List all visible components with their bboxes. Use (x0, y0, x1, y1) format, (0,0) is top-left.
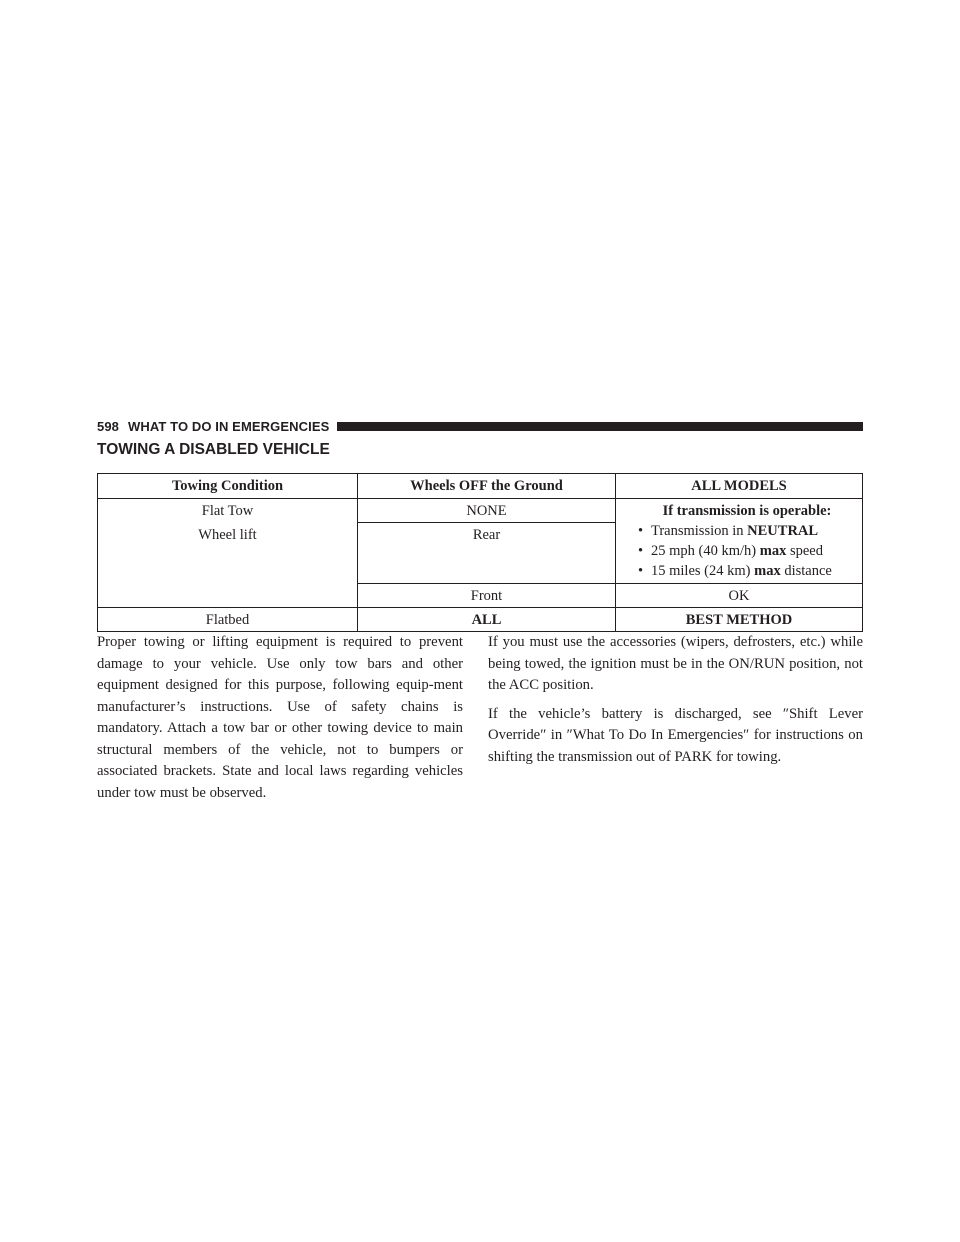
list-item (638, 521, 856, 541)
bullet-icon: • (638, 563, 644, 579)
page-header (97, 416, 863, 436)
cell-condition-flat-tow: Flat Tow (98, 499, 358, 523)
bullet-icon: • (638, 523, 644, 539)
table-row (98, 584, 863, 608)
battery-paragraph: If the vehicle’s battery is discharged, see ″Shift Lever Override″ in ″What To Do In Emergencies″ for instructions on shifting the transmission out of PARK for towing. (488, 705, 863, 765)
towing-equipment-paragraph: Proper towing or lifting equipment is required to prevent damage to your vehicle. Use only tow bars and other equipment designed for this purpose, following equip-ment manufacturer’s instructions. Use of safety chains is mandatory. Attach a tow bar or other towing device to main structural members of the vehicle, not to bumpers or associated brackets. State and local laws regarding vehicles under tow must be observed. (97, 634, 463, 801)
cell-result-best-method: BEST METHOD (616, 608, 863, 632)
cell-operable-conditions (616, 499, 863, 584)
body-left-column (97, 632, 463, 804)
cell-wheels-rear: Rear (358, 523, 616, 584)
table-row (98, 499, 863, 523)
cell-result-ok: OK (616, 584, 863, 608)
column-header-all-models: ALL MODELS (616, 474, 863, 499)
column-header-towing-condition: Towing Condition (98, 474, 358, 499)
bullet-text: Transmission in (651, 523, 748, 539)
bullet-text: 15 miles (24 km) (651, 563, 755, 579)
bullet-text: distance (780, 563, 832, 579)
accessories-paragraph: If you must use the accessories (wipers, defrosters, etc.) while being towed, the ignition must be in the ON/RUN position, not the ACC position. (488, 634, 863, 693)
column-header-wheels-off: Wheels OFF the Ground (358, 474, 616, 499)
towing-table (97, 473, 863, 632)
section-title: TOWING A DISABLED VEHICLE (97, 441, 330, 458)
bullet-emphasis: max (754, 563, 781, 579)
bullet-icon: • (638, 543, 644, 559)
header-rule (337, 422, 863, 431)
list-item (638, 541, 856, 561)
page-number: 598 (97, 418, 119, 434)
cell-condition-flatbed: Flatbed (98, 608, 358, 632)
cell-condition-wheel-lift: Wheel lift (98, 523, 358, 584)
bullet-text: speed (786, 543, 823, 559)
bullet-text: 25 mph (40 km/h) (651, 543, 760, 559)
bullet-emphasis: max (759, 543, 787, 559)
operable-heading: If transmission is operable: (662, 503, 832, 519)
operable-bullet-list (638, 521, 856, 581)
bullet-emphasis: NEUTRAL (747, 523, 819, 539)
table-header-row (98, 474, 863, 499)
cell-wheels-none: NONE (358, 499, 616, 523)
cell-wheels-all: ALL (358, 608, 616, 632)
table-row (98, 608, 863, 632)
cell-condition-blank (98, 584, 358, 608)
cell-wheels-front: Front (358, 584, 616, 608)
list-item (638, 561, 856, 581)
body-right-column (488, 632, 863, 775)
running-head: WHAT TO DO IN EMERGENCIES (128, 418, 330, 434)
